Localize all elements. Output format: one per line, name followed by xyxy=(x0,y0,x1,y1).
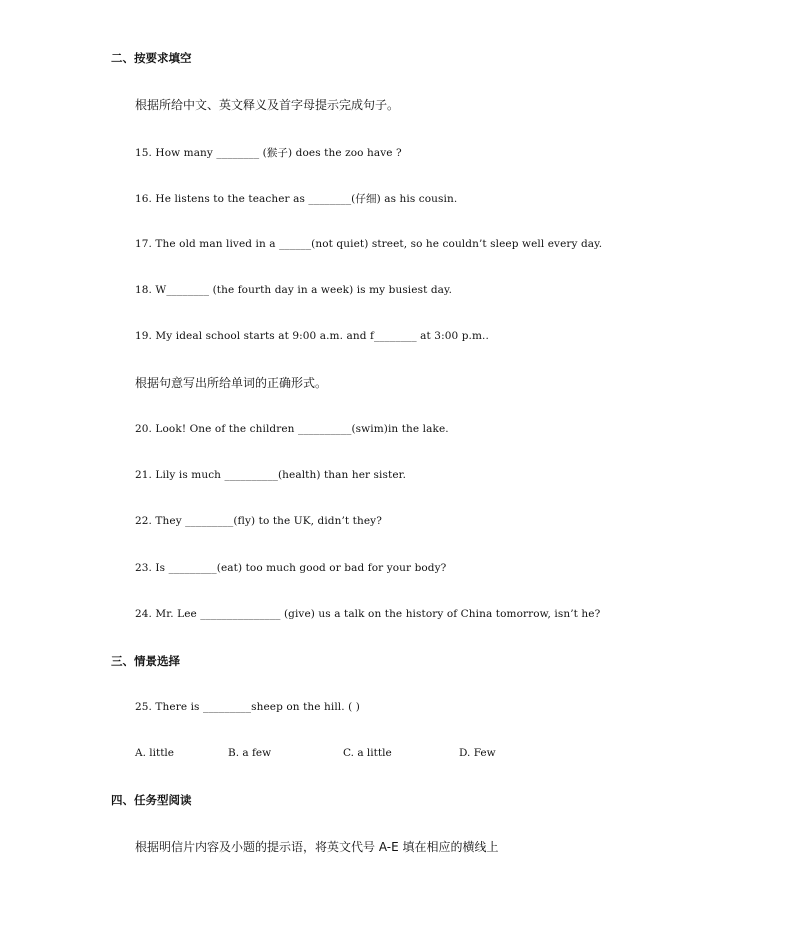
question-25: 25. There is _________sheep on the hill. ( ) xyxy=(135,701,360,713)
option-d: D. Few xyxy=(459,747,496,759)
question-22: 22. They _________(fly) to the UK, didn’t they? xyxy=(135,515,382,527)
question-23: 23. Is _________(eat) too much good or bad for your body? xyxy=(135,562,447,574)
question-20: 20. Look! One of the children __________(swim)in the lake. xyxy=(135,423,449,435)
section-heading-task-reading: 四、任务型阅读 xyxy=(111,793,192,807)
instruction-fill-hints: 根据所给中文、英文释义及首字母提示完成句子。 xyxy=(135,98,400,112)
instruction-word-forms: 根据句意写出所给单词的正确形式。 xyxy=(135,376,328,390)
question-21: 21. Lily is much __________(health) than her sister. xyxy=(135,469,407,481)
option-a: A. little xyxy=(135,747,174,759)
question-24: 24. Mr. Lee _______________ (give) us a talk on the history of China tomorrow, isn’t he? xyxy=(135,608,601,620)
section-heading-situational-choice: 三、情景选择 xyxy=(111,654,180,668)
question-19: 19. My ideal school starts at 9:00 a.m. and f________ at 3:00 p.m.. xyxy=(135,330,489,342)
question-15: 15. How many ________ (猴子) does the zoo have ? xyxy=(135,147,402,159)
section-heading-fill-blanks: 二、按要求填空 xyxy=(111,51,192,65)
option-c: C. a little xyxy=(343,747,392,759)
question-16: 16. He listens to the teacher as ________(仔细) as his cousin. xyxy=(135,193,458,205)
option-b: B. a few xyxy=(228,747,272,759)
instruction-postcard: 根据明信片内容及小题的提示语，将英文代号 A-E 填在相应的横线上 xyxy=(135,840,499,854)
question-18: 18. W________ (the fourth day in a week) is my busiest day. xyxy=(135,284,453,296)
question-17: 17. The old man lived in a ______(not quiet) street, so he couldn’t sleep well every day. xyxy=(135,238,603,250)
